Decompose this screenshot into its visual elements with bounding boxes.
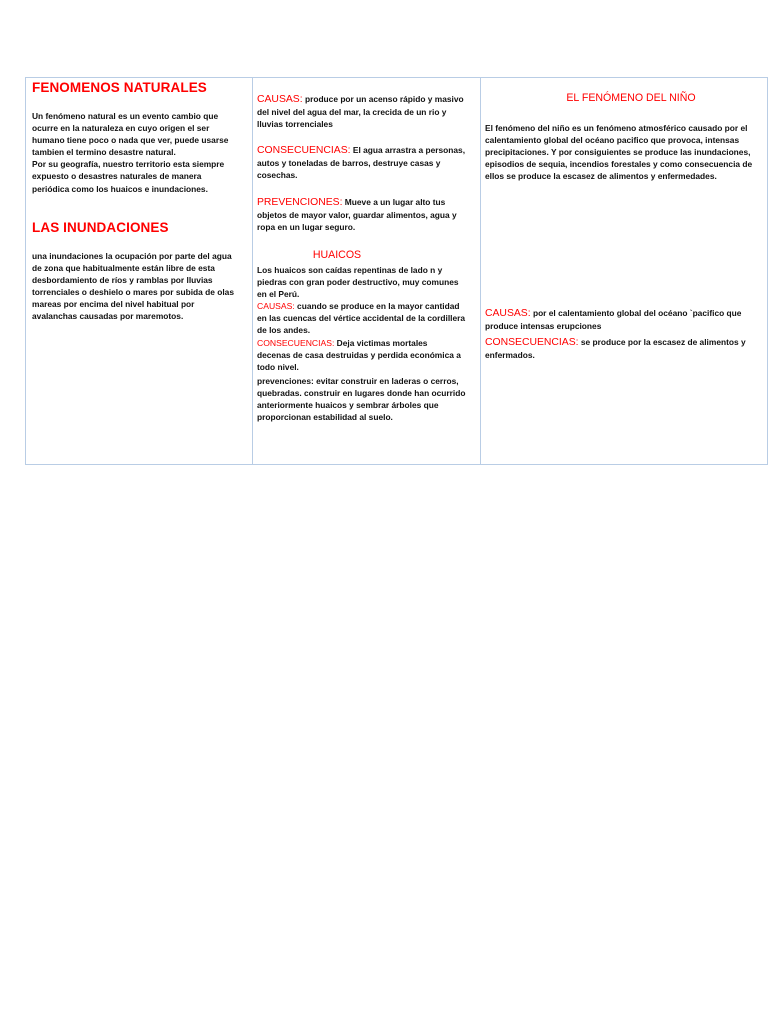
heading-huaicos: HUAICOS [312,249,362,261]
heading-fenomenos-naturales: FENOMENOS NATURALES [32,80,207,95]
huaicos-consecuencias [257,337,479,373]
nino-causas-label: CAUSAS: [485,308,531,319]
column-inundaciones-huaicos [253,78,481,464]
inundaciones-consecuencias [257,144,479,181]
huaicos-causas-label: CAUSAS: [257,301,295,311]
consecuencias-label: CONSECUENCIAS: [257,145,351,156]
paragraph-inundaciones: una inundaciones la ocupación por parte del agua de zona que habitualmente están libre de esta desbordamiento de ríos y ramblas por lluvias torrenciales o deshielo o mares por subida de olas mareas por encima del nivel habitual por avalanchas causadas por maremotos. [32,251,234,322]
document-table [25,77,768,465]
inundaciones-prevenciones [257,196,479,233]
paragraph-huaicos: Los huaicos son caídas repentinas de lado n y piedras con gran poder destructivo, muy comunes en el Perú. [257,265,459,300]
heading-fenomeno-del-nino: EL FENÓMENO DEL NIÑO [566,92,696,104]
paragraph-fenomeno-natural: Un fenómeno natural es un evento cambio que ocurre en la naturaleza en cuyo origen el ser humano tiene poco o nada que ver, puede usarse tambien el termino desastre natural. Por su geografía, nuestro territorio esta siempre expuesto o desastres naturales de manera periódica como los huaicos e inundaciones. [32,111,229,194]
nino-causas [485,307,767,332]
column-fenomenos-naturales [26,78,253,464]
nino-consecuencias-label: CONSECUENCIAS: [485,337,579,348]
huaicos-prevenciones: prevenciones: evitar construir en laderas o cerros, quebradas. construir en lugares donde han ocurrido anteriormente huaicos y sembrar árboles que proporcionan estabilidad al suelo. [257,376,466,423]
huaicos-consecuencias-text: Deja victimas mortales decenas de casa destruidas y perdida económica a todo nivel. [257,338,461,373]
inundaciones-causas [257,93,479,130]
nino-consecuencias-text: se produce por la escasez de alimentos y enfermados. [485,337,746,361]
prevenciones-label: PREVENCIONES: [257,197,343,208]
causas-text: produce por un acenso rápido y masivo del nivel del agua del mar, la crecida de un rio y lluvias torrenciales [257,94,464,130]
column-fenomeno-del-nino [481,78,767,464]
prevenciones-text: Mueve a un lugar alto tus objetos de mayor valor, guardar alimentos, agua y ropa en un lugar seguro. [257,197,457,233]
heading-las-inundaciones: LAS INUNDACIONES [32,220,169,235]
huaicos-causas-text: cuando se produce en la mayor cantidad en las cuencas del vértice accidental de la cordillera de los andes. [257,301,466,336]
paragraph-fenomeno-del-nino: El fenómeno del niño es un fenómeno atmosférico causado por el calentamiento global del océano pacifico que provoca, intensas precipitaciones. Y por consiguientes se produce las inundaciones, episodios de sequia, incendios forestales y como consecuencia de ellos se produce la escasez de alimentos y enfermedades. [485,123,753,182]
consecuencias-text: El agua arrastra a personas, autos y toneladas de barros, destruye casas y cosechas. [257,145,466,181]
huaicos-causas [257,300,479,336]
causas-label: CAUSAS: [257,94,303,105]
nino-consecuencias [485,336,767,361]
nino-causas-text: por el calentamiento global del océano `pacifico que produce intensas erupciones [485,308,742,332]
huaicos-consecuencias-label: CONSECUENCIAS: [257,338,335,348]
